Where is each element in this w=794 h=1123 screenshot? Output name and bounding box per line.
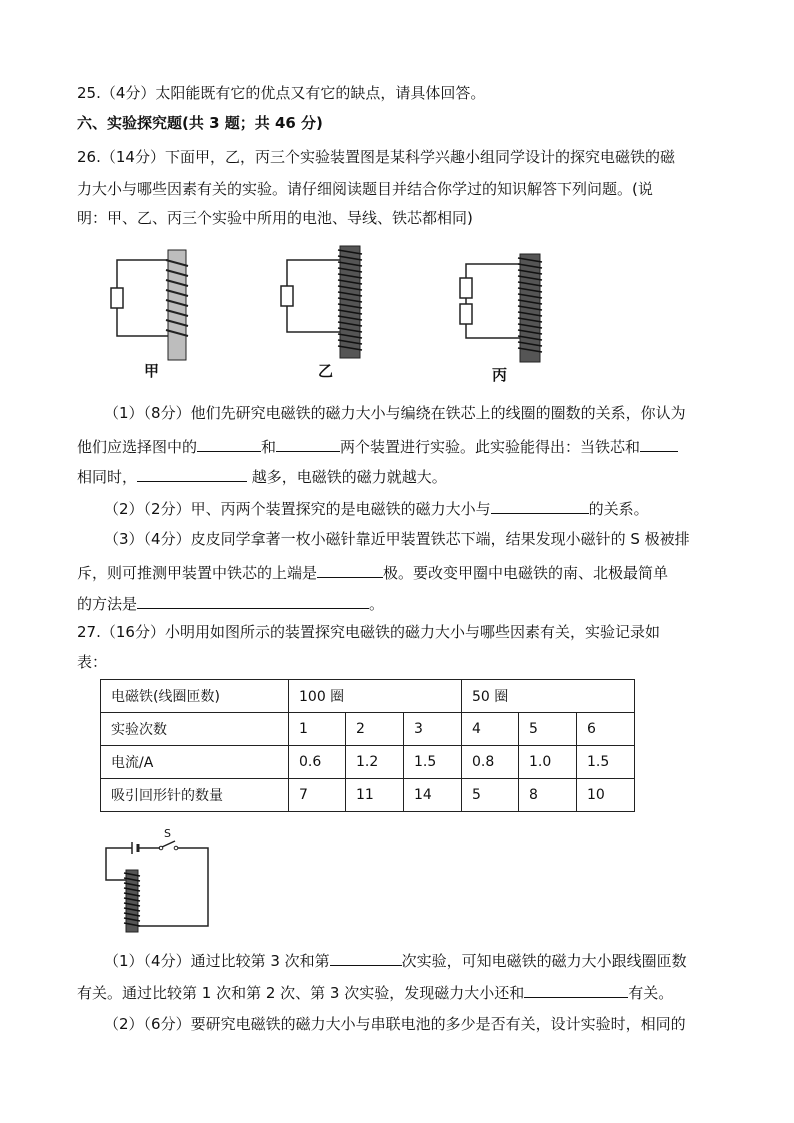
answer-blank[interactable] — [524, 981, 628, 998]
q25-text: 25.（4分）太阳能既有它的优点又有它的缺点，请具体回答。 — [77, 84, 486, 102]
table-cell: 吸引回形针的数量 — [101, 779, 289, 812]
q26-p3-line2 — [77, 561, 668, 584]
circuit-figure — [98, 826, 214, 934]
table-cell: 1.0 — [519, 746, 577, 779]
q26-p1-line2 — [77, 435, 678, 458]
q27-line1: 27.（16分）小明用如图所示的装置探究电磁铁的磁力大小与哪些因素有关，实验记录如 — [77, 623, 660, 641]
answer-blank[interactable] — [330, 949, 402, 966]
experiment-table — [100, 679, 635, 812]
figure-jia — [105, 248, 195, 363]
table-row — [101, 746, 635, 779]
table-cell: 7 — [289, 779, 346, 812]
caption-bing: 丙 — [492, 366, 508, 384]
q27-p1-line2 — [77, 981, 673, 1004]
q26-p3-text3: 的方法是 — [77, 595, 138, 613]
table-cell: 3 — [404, 713, 462, 746]
q26-p1-text1: 他们应选择图中的 — [77, 438, 198, 456]
table-cell: 5 — [519, 713, 577, 746]
q26-line3: 明：甲、乙、丙三个实验中所用的电池、导线、铁芯都相同) — [77, 209, 473, 227]
table-cell: 11 — [346, 779, 404, 812]
q26-p1-line3 — [77, 465, 447, 488]
table-row — [101, 713, 635, 746]
table-cell: 电流/A — [101, 746, 289, 779]
table-row — [101, 680, 635, 713]
answer-blank[interactable] — [137, 592, 369, 609]
answer-blank[interactable] — [640, 435, 678, 452]
q26-p1-text5: 越多，电磁铁的磁力就越大。 — [247, 468, 447, 486]
table-cell: 1 — [289, 713, 346, 746]
figure-bing — [452, 252, 547, 367]
q27-p1-text3: 有关。通过比较第 1 次和第 2 次、第 3 次实验，发现磁力大小还和 — [77, 984, 525, 1002]
q27-p1-text4: 有关。 — [628, 984, 674, 1002]
q26-line1: 26.（14分）下面甲，乙，丙三个实验装置图是某科学兴趣小组同学设计的探究电磁铁的磁 — [77, 148, 675, 166]
q27-p2-line1: （2）（6分）要研究电磁铁的磁力大小与串联电池的多少是否有关，设计实验时，相同的 — [104, 1015, 686, 1033]
q26-p3-text2: 极。要改变甲圈中电磁铁的南、北极最简单 — [383, 564, 669, 582]
q26-p2-line — [104, 497, 649, 520]
table-cell: 1.5 — [577, 746, 635, 779]
answer-blank[interactable] — [197, 435, 261, 452]
q26-p1-text4: 相同时， — [77, 468, 138, 486]
table-cell: 1.2 — [346, 746, 404, 779]
table-cell: 6 — [577, 713, 635, 746]
table-cell: 0.6 — [289, 746, 346, 779]
table-cell: 4 — [462, 713, 519, 746]
answer-blank[interactable] — [137, 465, 247, 482]
q26-p3-line3 — [77, 592, 384, 615]
q27-p1-text2: 次实验，可知电磁铁的磁力大小跟线圈匝数 — [401, 952, 687, 970]
table-cell: 50 圈 — [462, 680, 635, 713]
table-cell: 0.8 — [462, 746, 519, 779]
table-row — [101, 779, 635, 812]
q26-p3-text4: 。 — [369, 595, 385, 613]
table-cell: 实验次数 — [101, 713, 289, 746]
section-title: 六、实验探究题(共 3 题；共 46 分) — [77, 114, 323, 132]
table-cell: 100 圈 — [289, 680, 462, 713]
table-cell: 电磁铁(线圈匝数) — [101, 680, 289, 713]
answer-blank[interactable] — [491, 497, 589, 514]
table-cell: 5 — [462, 779, 519, 812]
table-cell: 14 — [404, 779, 462, 812]
switch-label: S — [164, 827, 171, 840]
q26-p2-text2: 的关系。 — [588, 500, 649, 518]
table-cell: 1.5 — [404, 746, 462, 779]
q27-p1-line1 — [104, 949, 687, 972]
q26-line2: 力大小与哪些因素有关的实验。请仔细阅读题目并结合你学过的知识解答下列问题。(说 — [77, 180, 653, 198]
q26-p2-text1: （2）（2分）甲、丙两个装置探究的是电磁铁的磁力大小与 — [104, 500, 491, 518]
q26-p3-text1: 斥，则可推测甲装置中铁芯的上端是 — [77, 564, 318, 582]
table-cell: 10 — [577, 779, 635, 812]
q26-p1-text2: 和 — [261, 438, 277, 456]
table-cell: 8 — [519, 779, 577, 812]
q26-p1-line1: （1）（8分）他们先研究电磁铁的磁力大小与编绕在铁芯上的线圈的圈数的关系，你认为 — [104, 404, 686, 422]
caption-yi: 乙 — [318, 362, 334, 380]
q27-p1-text1: （1）（4分）通过比较第 3 次和第 — [104, 952, 330, 970]
answer-blank[interactable] — [276, 435, 340, 452]
answer-blank[interactable] — [317, 561, 383, 578]
q26-p1-text3: 两个装置进行实验。此实验能得出：当铁芯和 — [340, 438, 641, 456]
figure-yi — [275, 244, 370, 359]
caption-jia: 甲 — [144, 362, 160, 380]
q26-p3-line1: （3）（4分）皮皮同学拿著一枚小磁针靠近甲装置铁芯下端，结果发现小磁针的 S 极被排 — [104, 530, 690, 548]
q27-line2: 表： — [77, 653, 108, 671]
table-cell: 2 — [346, 713, 404, 746]
